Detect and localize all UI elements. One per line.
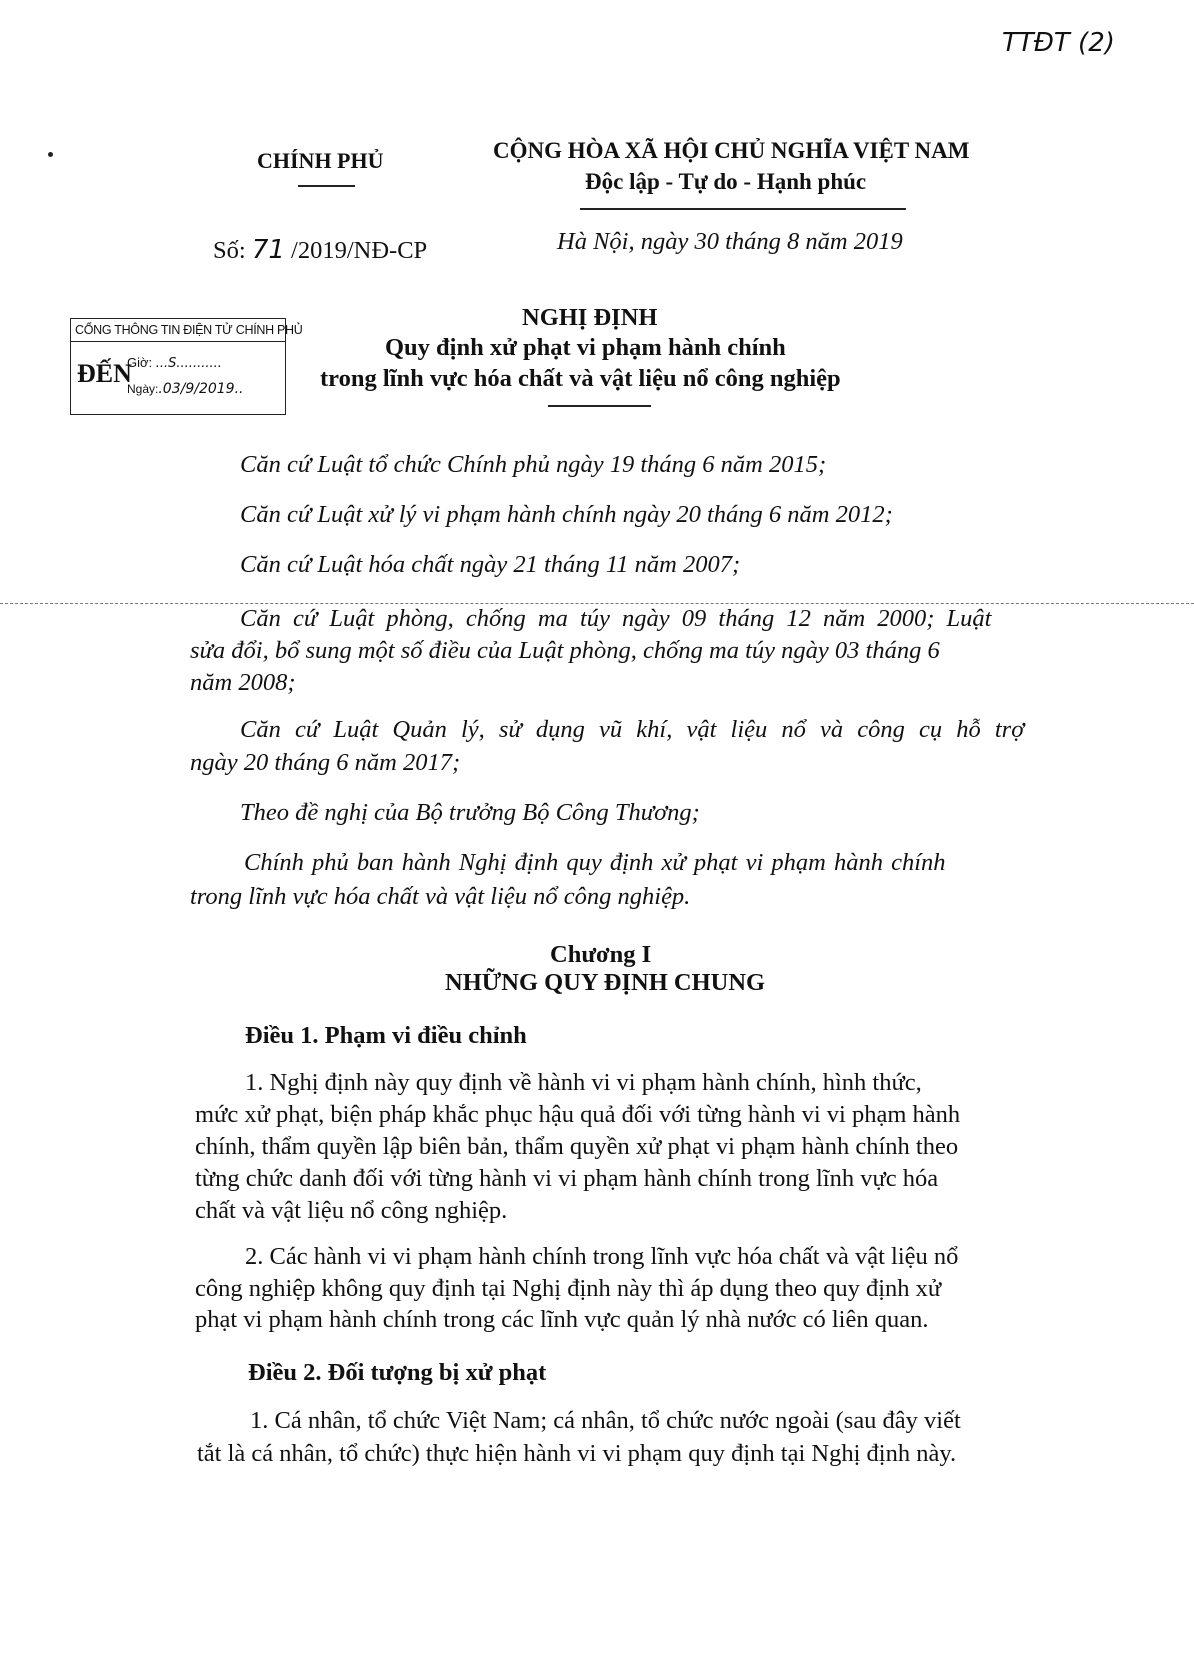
article2-clause1-line: 1. Cá nhân, tổ chức Việt Nam; cá nhân, tổ chức nước ngoài (sau đây viết [250, 1407, 961, 1434]
decree-title-line2: trong lĩnh vực hóa chất và vật liệu nổ công nghiệp [320, 365, 841, 392]
article1-clause1-line: chính, thẩm quyền lập biên bản, thẩm quyền xử phạt vi phạm hành chính theo [195, 1133, 959, 1160]
stamp-title: CỔNG THÔNG TIN ĐIỆN TỬ CHÍNH PHỦ [71, 319, 285, 342]
article1-clause1-line: mức xử phạt, biện pháp khắc phục hậu quả đối với từng hành vi vi phạm hành [195, 1101, 961, 1128]
preamble-line: ngày 20 tháng 6 năm 2017; [190, 749, 461, 776]
preamble-line: sửa đổi, bổ sung một số điều của Luật phòng, chống ma túy ngày 03 tháng 6 [190, 637, 940, 664]
article1-clause1-line: chất và vật liệu nổ công nghiệp. [195, 1197, 508, 1224]
article1-clause2-line: công nghiệp không quy định tại Nghị định này thì áp dụng theo quy định xử [195, 1275, 942, 1302]
preamble-line: Theo đề nghị của Bộ trưởng Bộ Công Thương; [240, 799, 700, 826]
motto-underline [580, 208, 906, 210]
article2-heading: Điều 2. Đối tượng bị xử phạt [248, 1359, 547, 1386]
nation-name: CỘNG HÒA XÃ HỘI CHỦ NGHĨA VIỆT NAM [493, 138, 970, 163]
preamble-line: Chính phủ ban hành Nghị định quy định xử phạt vi phạm hành chính [244, 849, 946, 876]
preamble-line: Căn cứ Luật hóa chất ngày 21 tháng 11 năm 2007; [240, 551, 741, 578]
article1-clause2-line: 2. Các hành vi vi phạm hành chính trong lĩnh vực hóa chất và vật liệu nổ [245, 1243, 959, 1270]
stamp-date [127, 381, 244, 397]
handwritten-note: TTĐT (2) [1002, 28, 1115, 58]
article1-clause2-line: phạt vi phạm hành chính trong các lĩnh vực quản lý nhà nước có liên quan. [195, 1306, 929, 1333]
agency-underline [298, 185, 355, 187]
stamp-time-label: Giờ: [127, 355, 153, 370]
scan-speck [48, 152, 53, 157]
motto: Độc lập - Tự do - Hạnh phúc [585, 169, 867, 194]
decree-type: NGHỊ ĐỊNH [522, 304, 658, 331]
stamp-date-label: Ngày: [127, 382, 159, 396]
stamp-date-value: .03/9/2019.. [158, 381, 244, 397]
article1-heading: Điều 1. Phạm vi điều chỉnh [245, 1022, 527, 1049]
document-number [213, 235, 427, 266]
preamble-line: trong lĩnh vực hóa chất và vật liệu nổ công nghiệp. [190, 883, 691, 910]
preamble-line: Căn cứ Luật Quản lý, sử dụng vũ khí, vật liệu nổ và công cụ hỗ trợ [240, 716, 1025, 743]
title-underline [548, 405, 651, 407]
article1-clause1-line: 1. Nghị định này quy định về hành vi vi phạm hành chính, hình thức, [245, 1069, 922, 1096]
received-stamp [70, 318, 303, 415]
agency-name: CHÍNH PHỦ [257, 148, 384, 173]
chapter-title: NHỮNG QUY ĐỊNH CHUNG [445, 969, 766, 996]
place-date: Hà Nội, ngày 30 tháng 8 năm 2019 [557, 228, 903, 255]
preamble-line: Căn cứ Luật xử lý vi phạm hành chính ngày 20 tháng 6 năm 2012; [240, 501, 893, 528]
article2-clause1-line: tắt là cá nhân, tổ chức) thực hiện hành vi vi phạm quy định tại Nghị định này. [197, 1440, 957, 1467]
preamble-line: Căn cứ Luật tổ chức Chính phủ ngày 19 tháng 6 năm 2015; [240, 451, 827, 478]
preamble-line: Căn cứ Luật phòng, chống ma túy ngày 09 tháng 12 năm 2000; Luật [240, 605, 992, 632]
stamp-time-value: ...S........... [155, 356, 222, 371]
number-suffix: /2019/NĐ-CP [291, 237, 428, 264]
number-prefix: Số: [213, 237, 246, 264]
stamp-time [127, 355, 222, 371]
stamp-den: ĐẾN [77, 359, 132, 388]
decree-title-line1: Quy định xử phạt vi phạm hành chính [385, 334, 786, 361]
preamble-line: năm 2008; [190, 669, 296, 696]
chapter-number: Chương I [550, 941, 652, 968]
article1-clause1-line: từng chức danh đối với từng hành vi vi phạm hành chính trong lĩnh vực hóa [195, 1165, 939, 1192]
number-handwritten: 71 [251, 235, 285, 265]
